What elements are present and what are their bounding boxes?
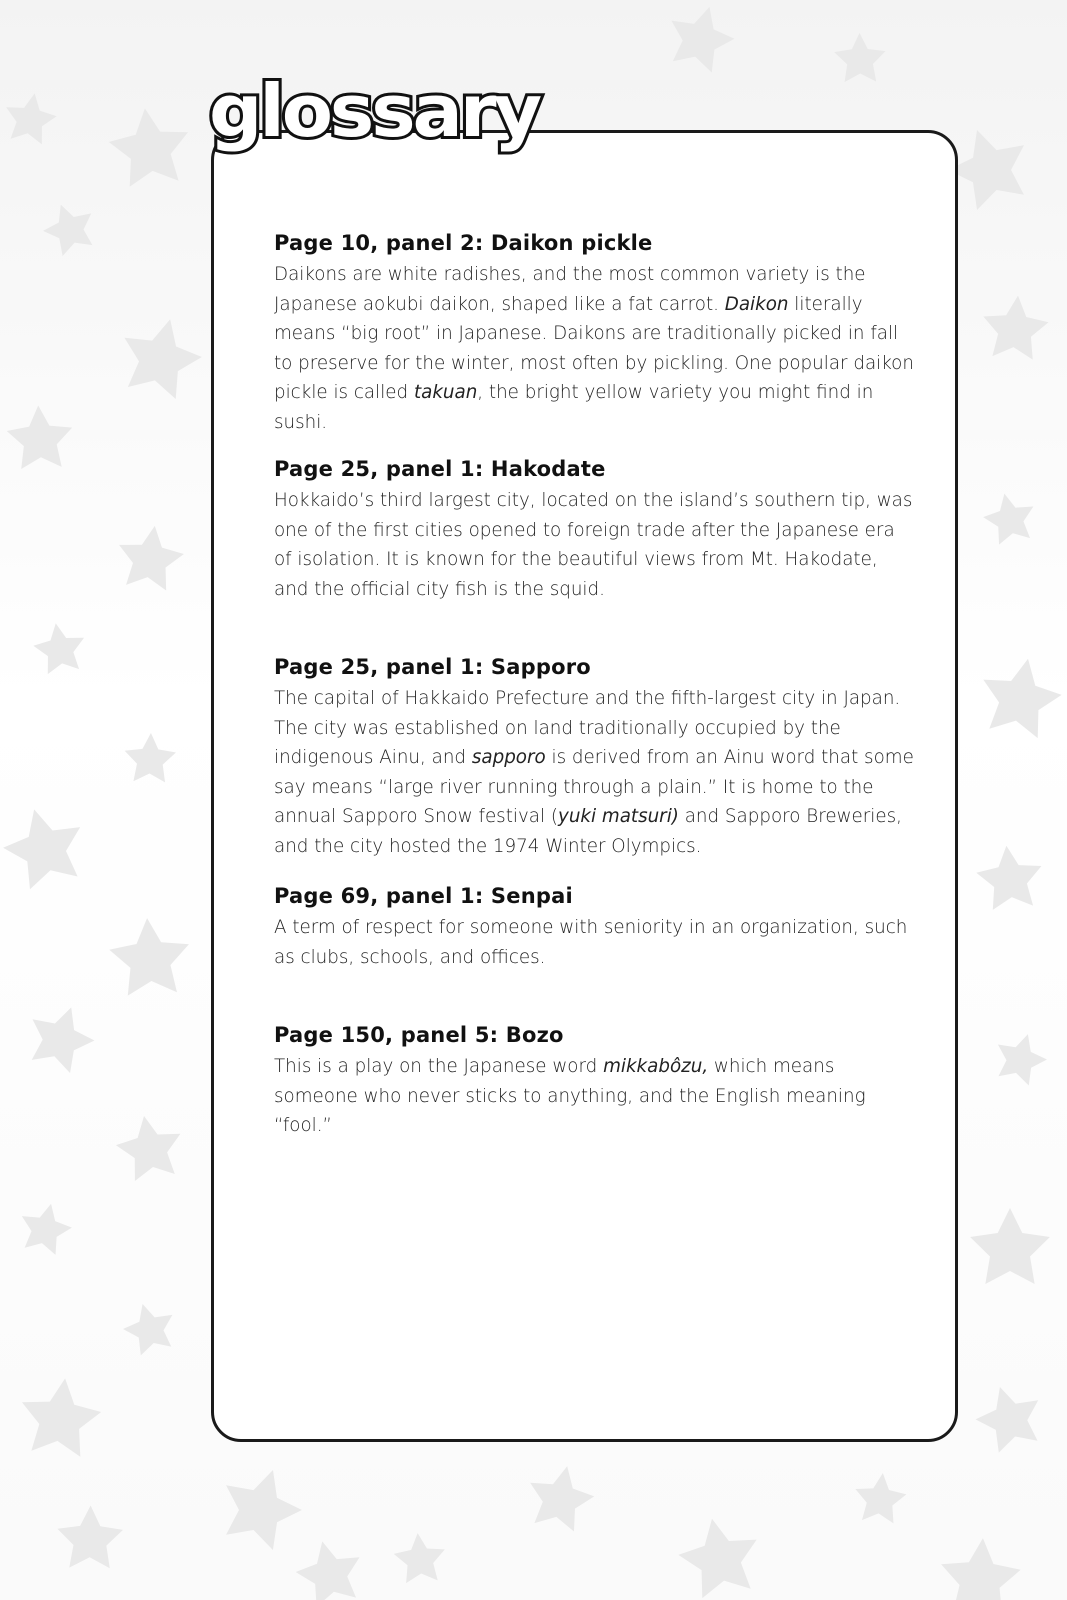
entry-body <box>274 260 914 438</box>
star-shape <box>20 997 102 1077</box>
star-shape <box>114 521 188 592</box>
body-text-run: This is a play on the Japanese word <box>274 1056 604 1077</box>
entry-body <box>274 913 914 972</box>
entry-heading: Page 25, panel 1: Hakodate <box>274 457 606 481</box>
star-shape <box>974 651 1067 741</box>
glossary-entry-daikon-pickle <box>274 230 914 438</box>
body-text-run: is derived from an Ainu word that some say means “large river running through a plain.” It is home to the annual Sapporo Snow festival ( <box>274 747 914 828</box>
body-text-run: , the bright yellow variety you might find in sushi. <box>274 382 874 433</box>
body-text-run: Hokkaido’s third largest city, located on the island’s southern tip, was one of the first cities opened to foreign trade after the Japanese era of isolation. It is known for the beautiful views from Mt. Hakodate, and the official city fish is the squid. <box>274 490 913 600</box>
star-shape <box>980 293 1051 361</box>
body-text-run: literally means “big root” in Japanese. Daikons are traditionally picked in fall to preserve for the winter, most often by pickling. One popular daikon pickle is called <box>274 293 914 404</box>
star-shape <box>16 1373 104 1458</box>
star-shape <box>970 1208 1050 1284</box>
star-shape <box>124 732 177 783</box>
star-shape <box>105 103 193 188</box>
entry-heading: Page 10, panel 2: Daikon pickle <box>274 231 653 255</box>
entry-body <box>274 486 914 604</box>
italic-term: mikkabôzu, <box>603 1056 709 1077</box>
star-shape <box>938 1535 1023 1600</box>
star-shape <box>852 1470 908 1524</box>
star-shape <box>834 33 886 83</box>
italic-term: sapporo <box>471 747 546 769</box>
entry-heading: Page 69, panel 1: Senpai <box>274 884 573 908</box>
italic-term: Daikon <box>724 293 789 315</box>
star-shape <box>673 1511 766 1600</box>
star-shape <box>5 404 74 470</box>
star-shape <box>118 1297 181 1358</box>
glossary-entry-sapporo <box>274 654 914 862</box>
entry-body <box>274 1052 914 1141</box>
body-text-run: The capital of Hakkaido Prefecture and the fifth-largest city in Japan. The city was established on land traditionally occupied by the indigenous Ainu, and <box>274 688 901 769</box>
star-shape <box>112 1110 187 1183</box>
body-text-run: and Sapporo Breweries, and the city hosted the 1974 Winter Olympics. <box>274 806 902 857</box>
star-shape <box>15 1198 76 1257</box>
body-text-run: Daikons are white radishes, and the most common variety is the Japanese aokubi daikon, shaped like a fat carrot. <box>274 264 866 315</box>
star-shape <box>107 915 192 996</box>
star-shape <box>57 1505 124 1569</box>
glossary-entry-hakodate <box>274 456 914 604</box>
star-shape <box>979 488 1039 546</box>
star-shape <box>974 842 1046 911</box>
star-shape <box>290 1534 368 1600</box>
star-shape <box>113 310 209 403</box>
glossary-title <box>205 66 565 162</box>
body-text-run: which means someone who never sticks to anything, and the English meaning “fool.” <box>274 1056 866 1137</box>
star-shape <box>212 1458 311 1555</box>
italic-term: takuan <box>413 382 478 404</box>
star-shape <box>969 1377 1050 1456</box>
entry-heading: Page 25, panel 1: Sapporo <box>274 655 591 679</box>
entry-heading: Page 150, panel 5: Bozo <box>274 1023 564 1047</box>
star-shape <box>1 89 60 146</box>
star-shape <box>522 1459 599 1534</box>
star-shape <box>661 0 741 76</box>
star-shape <box>0 799 92 893</box>
body-text-run: A term of respect for someone with seniority in an organization, such as clubs, schools, and offices. <box>274 917 908 968</box>
glossary-title-text: glossary <box>209 69 542 153</box>
star-shape <box>37 196 102 259</box>
glossary-entry-bozo <box>274 1022 914 1141</box>
star-shape <box>989 1027 1052 1089</box>
star-shape <box>30 619 88 675</box>
star-shape <box>392 1531 447 1584</box>
glossary-entry-senpai <box>274 883 914 972</box>
italic-term: yuki matsuri) <box>558 806 679 828</box>
entry-body <box>274 684 914 862</box>
